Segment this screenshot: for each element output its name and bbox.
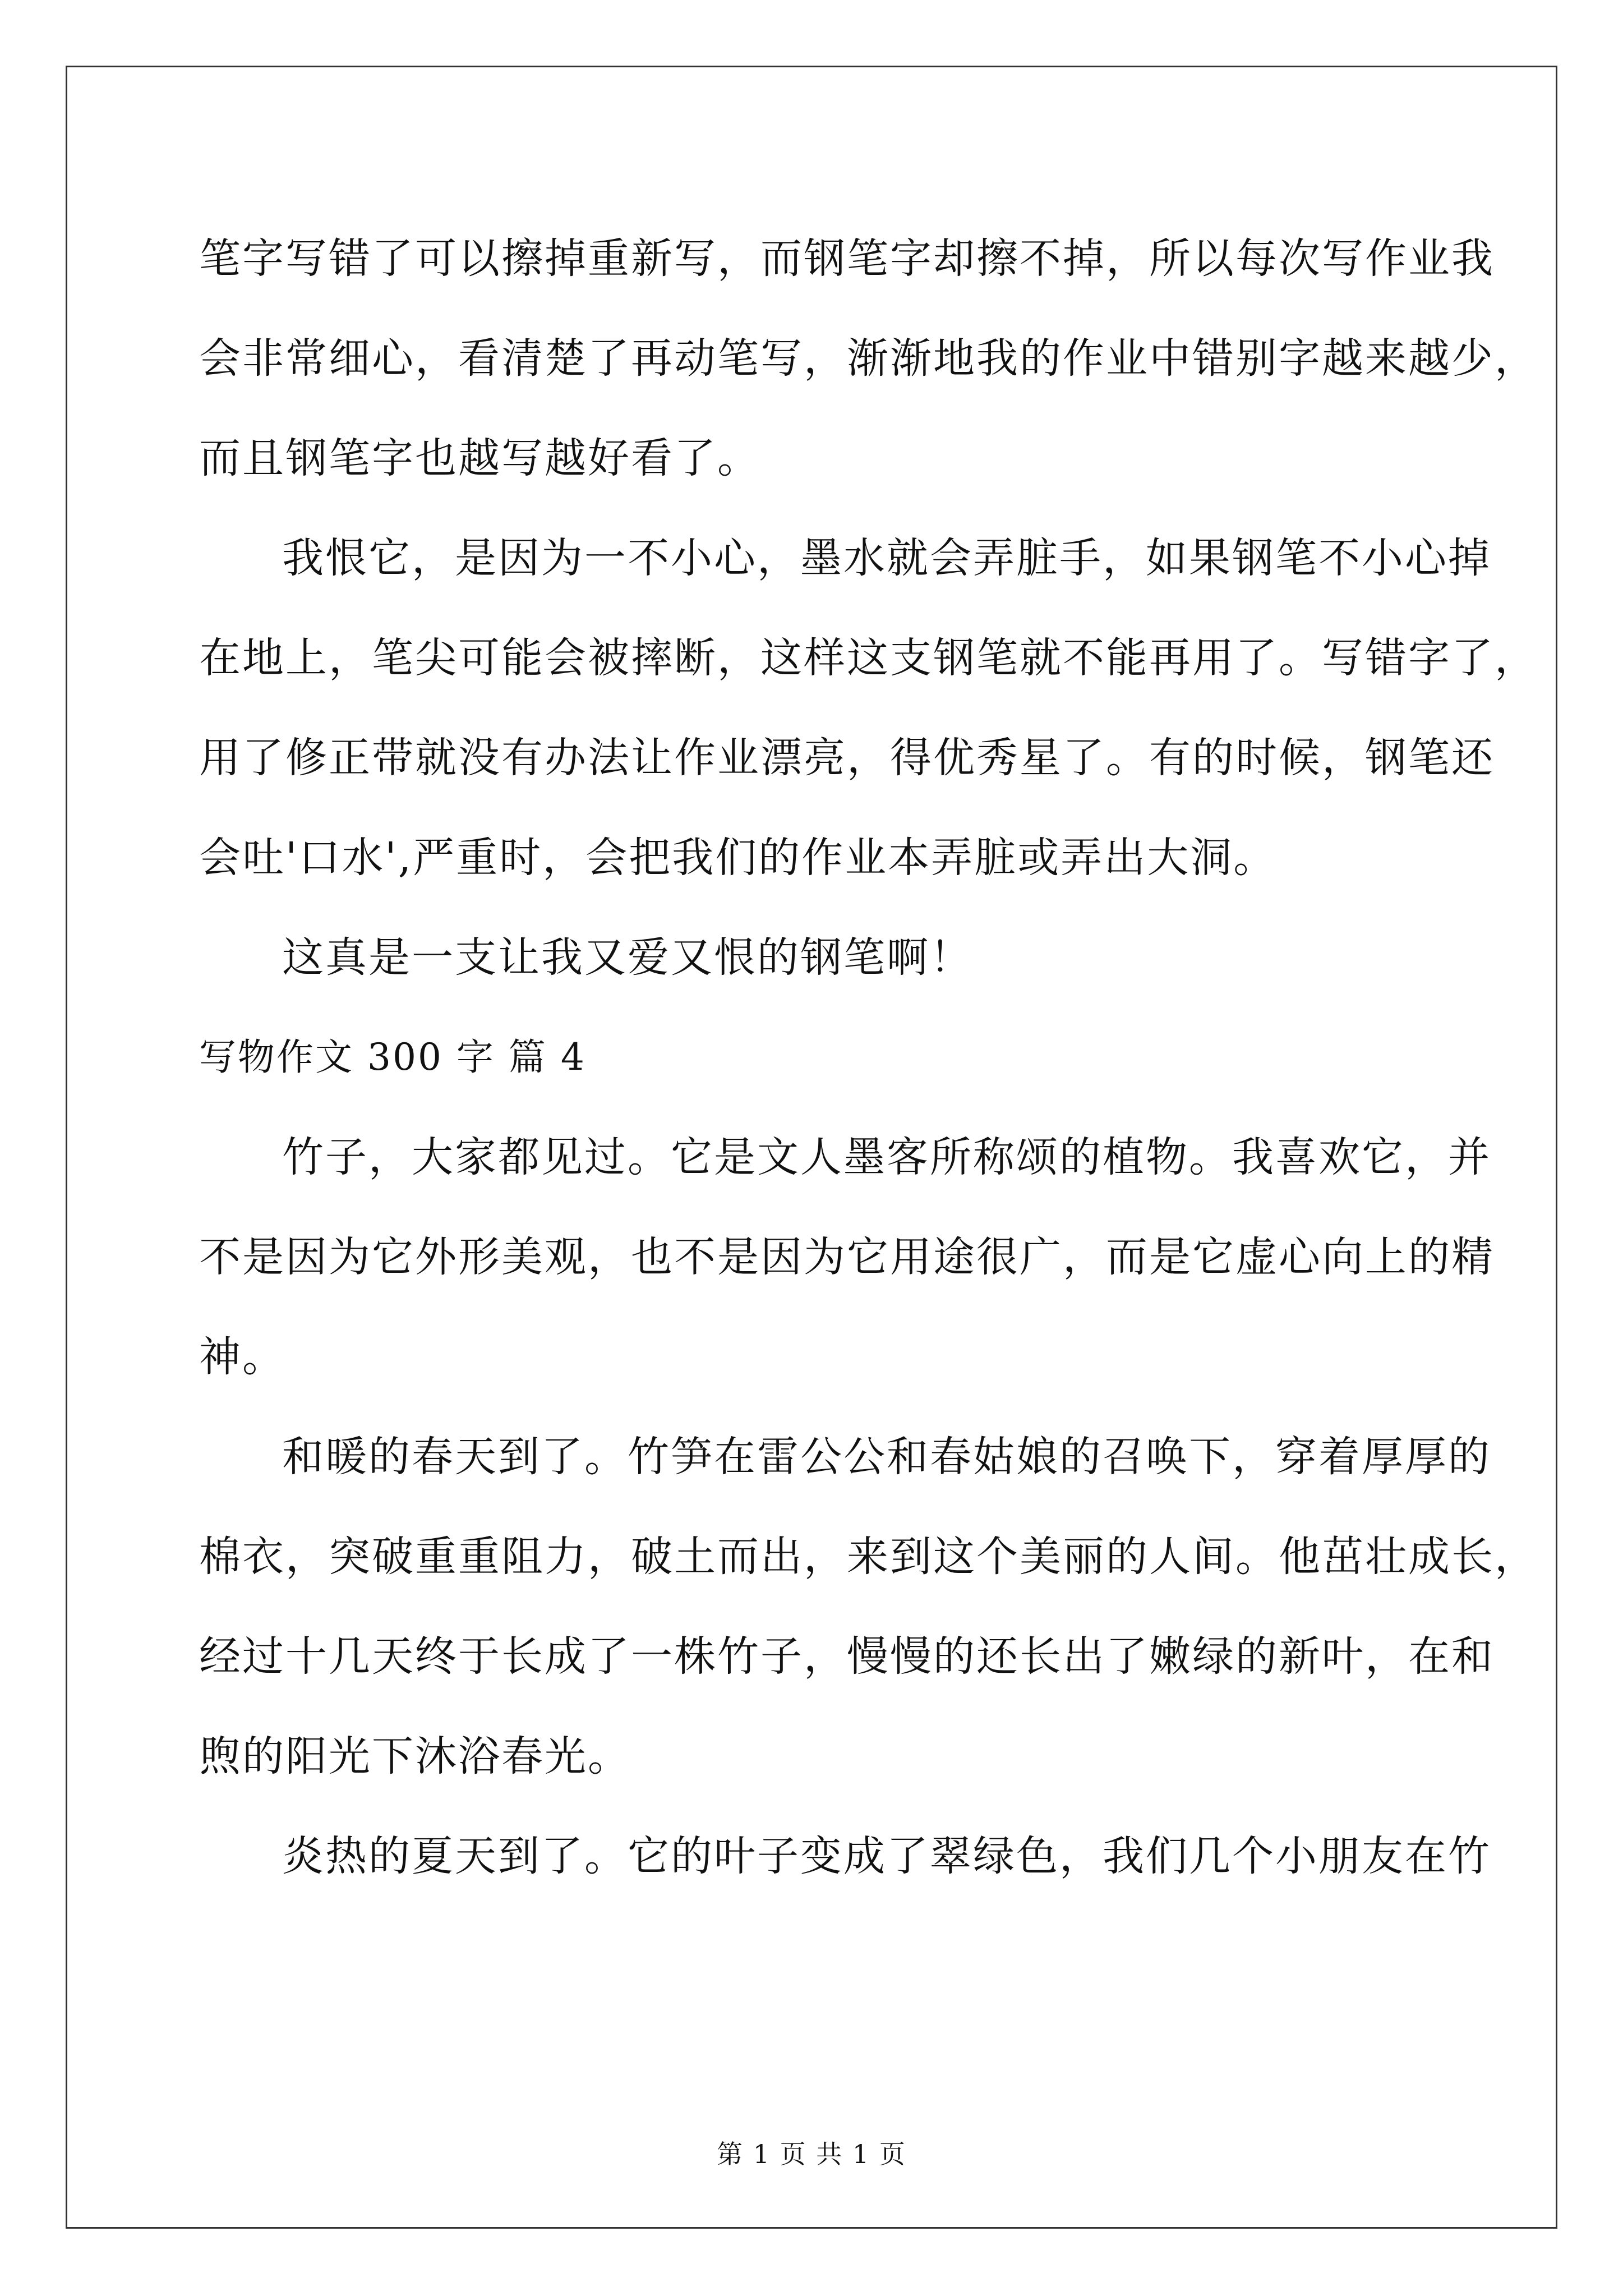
text-line-14: 棉衣，突破重重阻力，破土而出，来到这个美丽的人间。他茁壮成长，	[199, 1533, 1538, 1581]
text-line-11: 不是因为它外形美观，也不是因为它用途很广，而是它虚心向上的精	[199, 1233, 1495, 1281]
text-line-5: 在地上，笔尖可能会被摔断，这样这支钢笔就不能再用了。写错字了，	[199, 634, 1538, 682]
text-line-6: 用了修正带就没有办法让作业漂亮，得优秀星了。有的时候，钢笔还	[199, 734, 1495, 782]
text-line-12: 神。	[199, 1333, 285, 1381]
text-line-2: 会非常细心，看清楚了再动笔写，渐渐地我的作业中错别字越来越少，	[199, 334, 1538, 383]
text-line-7: 会吐'口水',严重时，会把我们的作业本弄脏或弄出大洞。	[199, 834, 1277, 882]
paragraph-line-8: 这真是一支让我又爱又恨的钢笔啊！	[282, 933, 973, 982]
text-line-16: 煦的阳光下沐浴春光。	[199, 1732, 631, 1780]
text-line-3: 而且钢笔字也越写越好看了。	[199, 434, 760, 482]
document-body	[199, 209, 1538, 1906]
text-line-15: 经过十几天终于长成了一株竹子，慢慢的还长出了嫩绿的新叶，在和	[199, 1632, 1495, 1681]
section-heading: 写物作文 300 字 篇 4	[199, 1036, 586, 1079]
paragraph-line-13: 和暖的春天到了。竹笋在雷公公和春姑娘的召唤下，穿着厚厚的	[282, 1433, 1491, 1481]
paragraph-line-10: 竹子，大家都见过。它是文人墨客所称颂的植物。我喜欢它，并	[282, 1133, 1491, 1181]
page-footer: 第 1 页 共 1 页	[717, 2139, 906, 2169]
text-line-1: 笔字写错了可以擦掉重新写，而钢笔字却擦不掉，所以每次写作业我	[199, 234, 1495, 283]
paragraph-line-17: 炎热的夏天到了。它的叶子变成了翠绿色，我们几个小朋友在竹	[282, 1832, 1491, 1880]
paragraph-line-4: 我恨它，是因为一不小心，墨水就会弄脏手，如果钢笔不小心掉	[282, 534, 1491, 582]
